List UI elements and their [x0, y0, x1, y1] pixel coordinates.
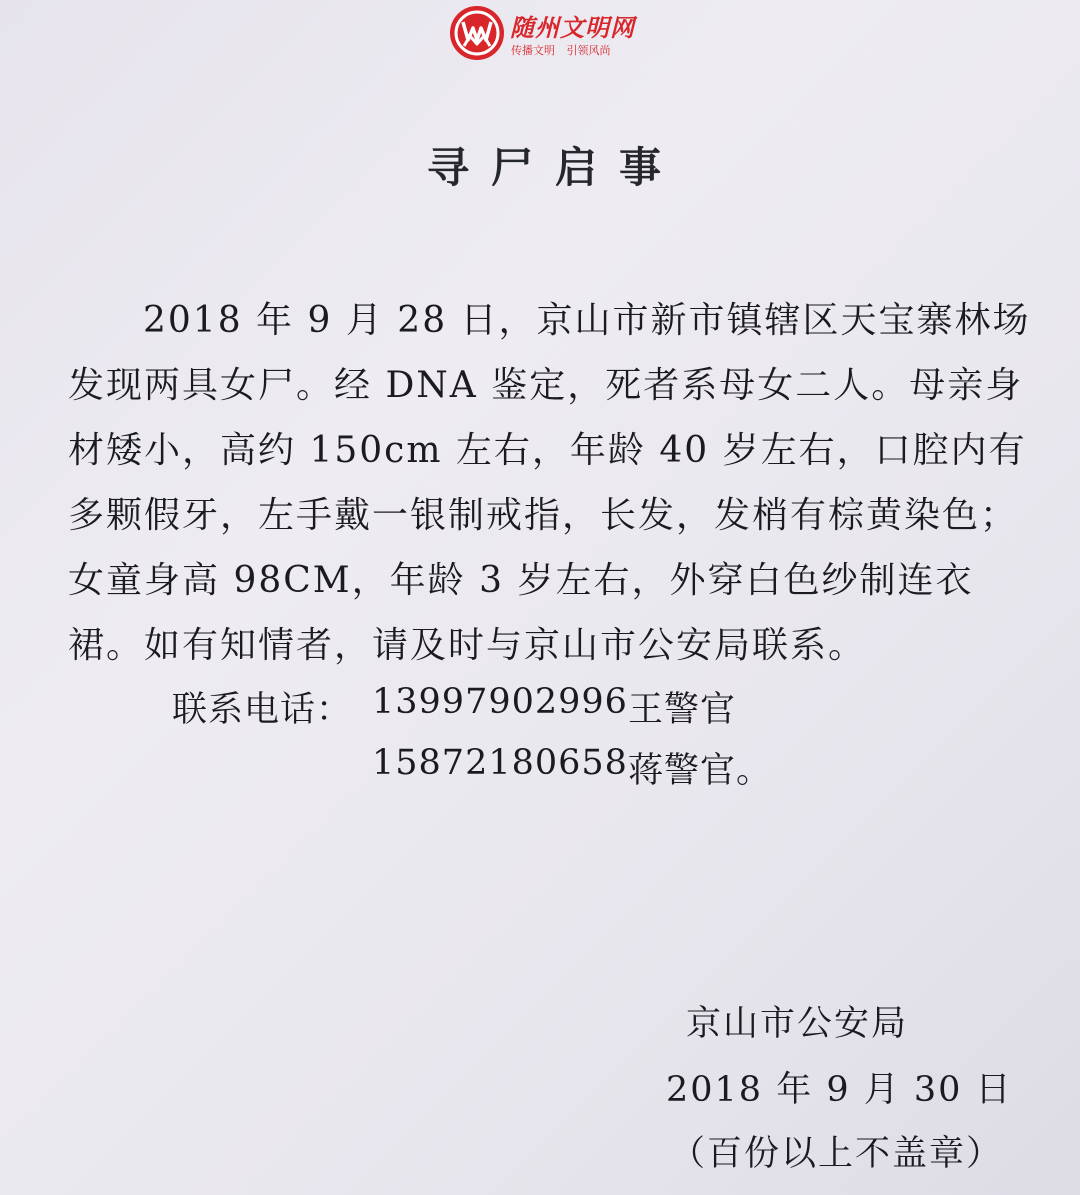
- wm-logo-icon: [450, 6, 504, 60]
- contact-officer-2: 蒋警官。: [628, 751, 773, 791]
- contact-label: 联系电话：: [172, 690, 353, 730]
- contact-officer-1: 王警官: [628, 690, 737, 730]
- issue-date: 2018 年 9 月 30 日: [666, 1070, 1013, 1110]
- contact-phone-1: 13997902996: [372, 682, 628, 722]
- stamp-note: （百份以上不盖章）: [670, 1134, 1004, 1174]
- logo-site-name: 随州文明网: [510, 14, 635, 42]
- notice-body-text: 2018 年 9 月 28 日，京山市新市镇辖区天宝寨林场发现两具女尸。经 DNA 鉴定，死者系母女二人。母亲身材矮小，高约 150cm 左右，年龄 40 岁左右，口腔内有多颗假牙，左手戴一银制戒指，长发，发梢有棕黄染色；女童身高 98CM，年龄 3 岁左右，外穿白色纱制连衣裙。如有知情者，请及时与京山市公安局联系。: [68, 300, 1031, 666]
- issuer-name: 京山市公安局: [686, 1004, 909, 1044]
- logo-slogan: 传播文明 引领风尚: [511, 44, 611, 57]
- site-logo: [450, 6, 650, 64]
- notice-body: [68, 288, 1038, 678]
- contact-phone-2: 15872180658: [372, 743, 628, 783]
- notice-title: 寻尸启事: [426, 143, 683, 192]
